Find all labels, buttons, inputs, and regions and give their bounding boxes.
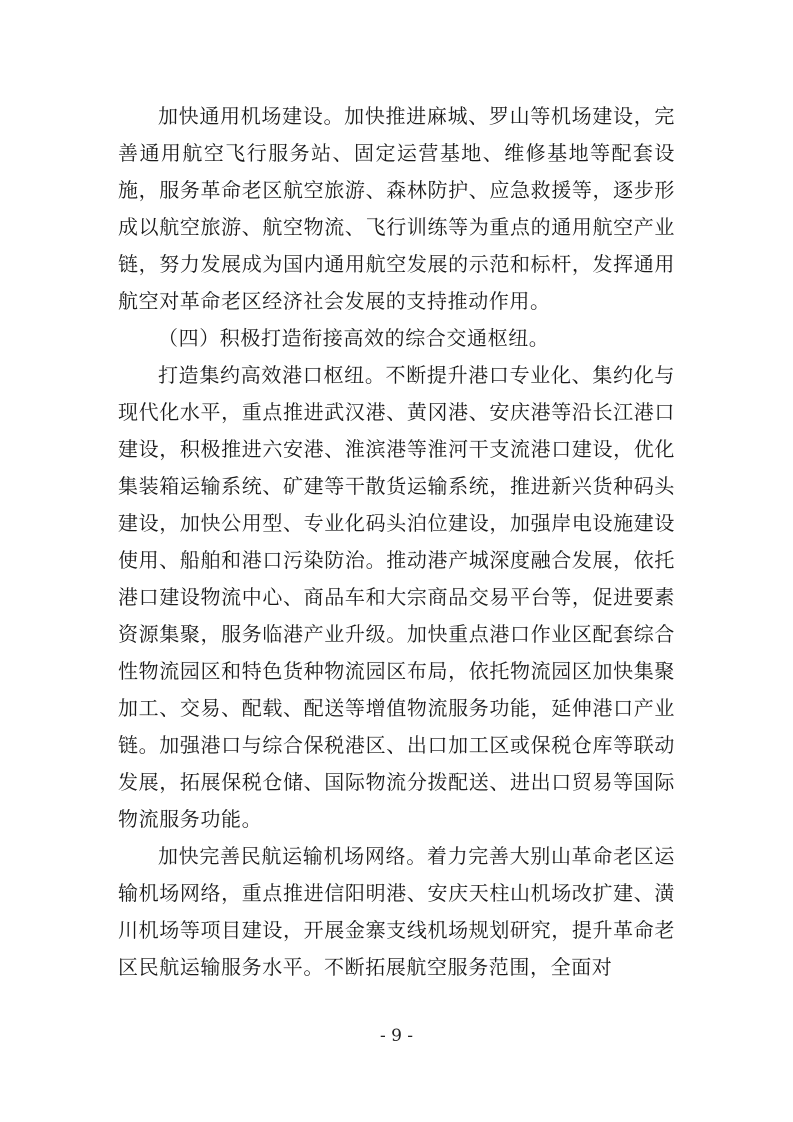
page-number: - 9 -	[379, 1026, 414, 1046]
paragraph-general-airports: 加快通用机场建设。加快推进麻城、罗山等机场建设，完善通用航空飞行服务站、固定运营基地、维修基地等配套设施，服务革命老区航空旅游、森林防护、应急救援等，逐步形成以航空旅游、航空物流、飞行训练等为重点的通用航空产业链，努力发展成为国内通用航空发展的示范和标杆，发挥通用航空对革命老区经济社会发展的支持推动作用。	[118, 104, 675, 313]
paragraph-civil-aviation: 加快完善民航运输机场网络。着力完善大别山革命老区运输机场网络，重点推进信阳明港、安庆天柱山机场改扩建、潢川机场等项目建设，开展金寨支线机场规划研究，提升革命老区民航运输服务水平。不断拓展航空服务范围，全面对	[118, 844, 675, 979]
document-page	[118, 98, 675, 986]
section-heading-transport-hubs: （四）积极打造衔接高效的综合交通枢纽。	[158, 326, 550, 350]
paragraph-port-hubs: 打造集约高效港口枢纽。不断提升港口专业化、集约化与现代化水平，重点推进武汉港、黄冈港、安庆港等沿长江港口建设，积极推进六安港、淮滨港等淮河干支流港口建设，优化集装箱运输系统、矿建等干散货运输系统，推进新兴货种码头建设，加快公用型、专业化码头泊位建设，加强岸电设施建设使用、船舶和港口污染防治。推动港产城深度融合发展，依托港口建设物流中心、商品车和大宗商品交易平台等，促进要素资源集聚，服务临港产业升级。加快重点港口作业区配套综合性物流园区和特色货种物流园区布局，依托物流园区加快集聚加工、交易、配载、配送等增值物流服务功能，延伸港口产业链。加强港口与综合保税港区、出口加工区或保税仓库等联动发展，拓展保税仓储、国际物流分拨配送、进出口贸易等国际物流服务功能。	[118, 363, 675, 831]
